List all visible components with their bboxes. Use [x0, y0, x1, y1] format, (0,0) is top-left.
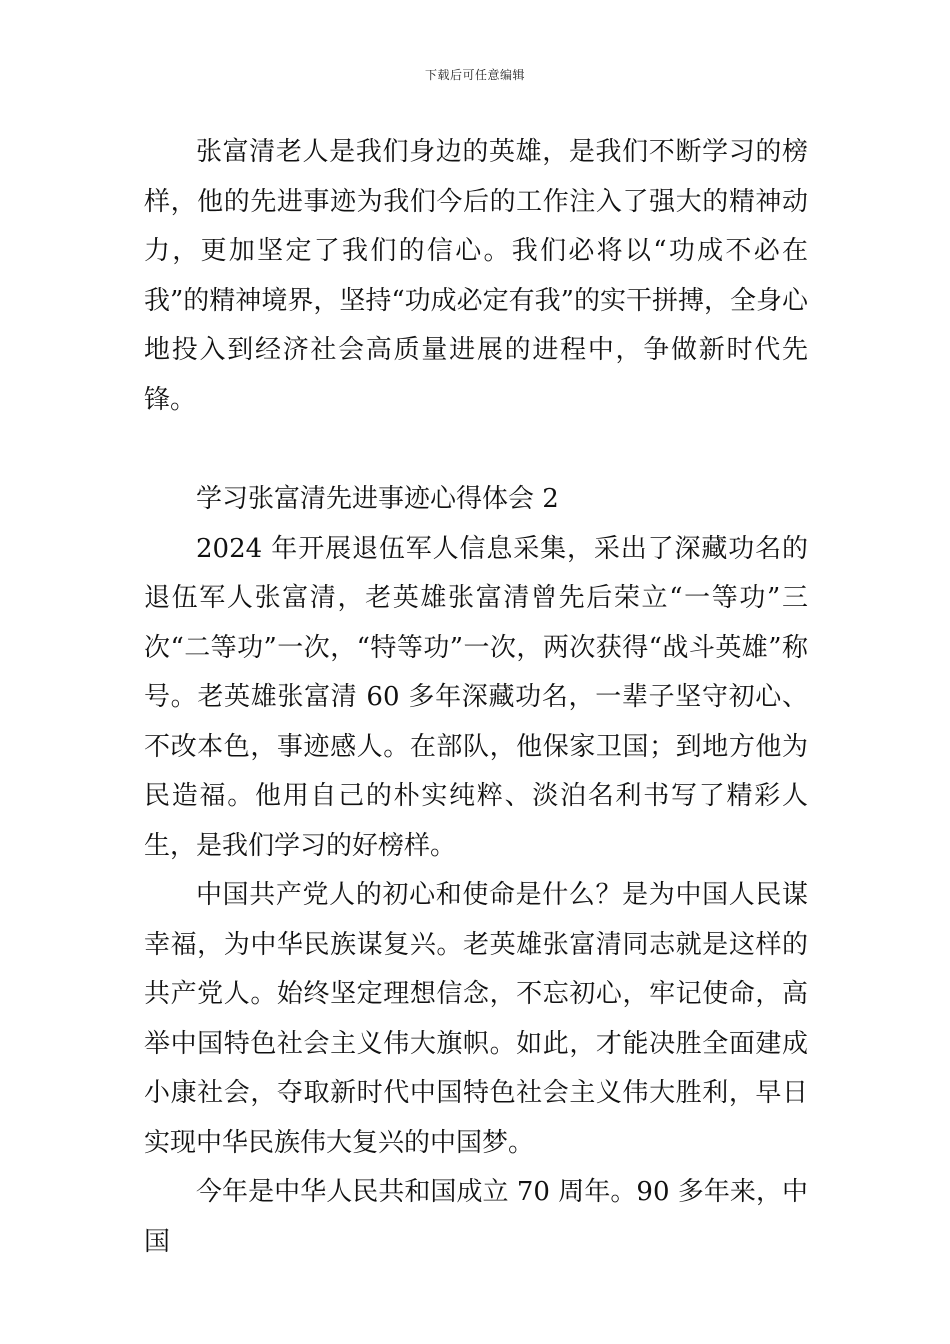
paragraph: 中国共产党人的初心和使命是什么？是为中国人民谋幸福，为中华民族谋复兴。老英雄张富清同志就是这样的共产党人。始终坚定理想信念，不忘初心，牢记使命，高举中国特色社会主义伟大旗帜。如此，才能决胜全面建成小康社会，夺取新时代中国特色社会主义伟大胜利，早日实现中华民族伟大复兴的中国梦。: [144, 880, 808, 1158]
section-title: 学习张富清先进事迹心得体会 2: [196, 484, 559, 514]
paragraph: 今年是中华人民共和国成立 70 周年。90 多年来，中国: [144, 1177, 808, 1257]
paragraph: 2024 年开展退伍军人信息采集，采出了深藏功名的退伍军人张富清，老英雄张富清曾先后荣立“一等功”三次“二等功”一次，“特等功”一次，两次获得“战斗英雄”称号。老英雄张富清 60 多年深藏功名，一辈子坚守初心、不改本色，事迹感人。在部队，他保家卫国；到地方他为民造福。他用自己的朴实纯粹、淡泊名利书写了精彩人生，是我们学习的好榜样。: [144, 533, 808, 861]
page-header-note: 下载后可任意编辑: [424, 68, 525, 82]
paragraph: 张富清老人是我们身边的英雄，是我们不断学习的榜样，他的先进事迹为我们今后的工作注入了强大的精神动力，更加坚定了我们的信心。我们必将以“功成不必在我”的精神境界，坚持“功成必定有我”的实干拼搏，全身心地投入到经济社会高质量进展的进程中，争做新时代先锋。: [144, 137, 808, 415]
document-body: [144, 128, 808, 1267]
section-gap: [144, 425, 808, 475]
